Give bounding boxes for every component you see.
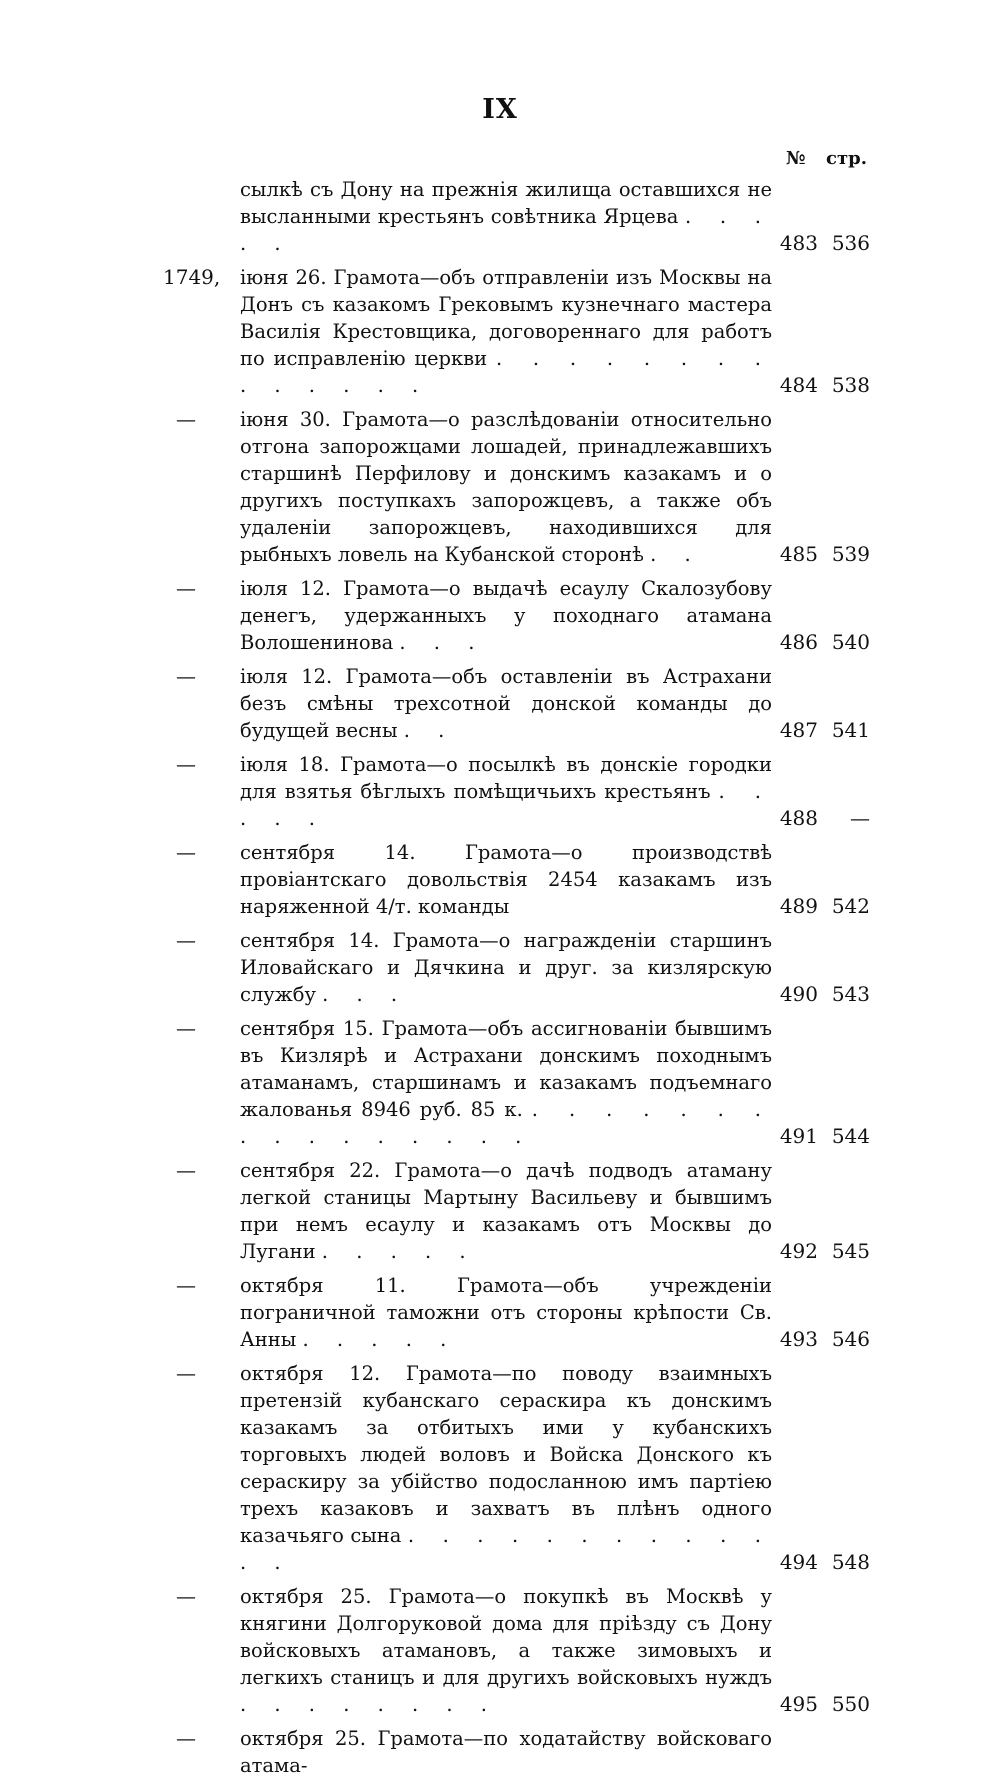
entry-text: октября 25. Грамота—о покупкѣ въ Москвѣ у княгини Долгоруковой дома для пріѣзду съ Дону войсковыхъ атамановъ, а также зимовыхъ и легкихъ станицъ и для другихъ войсковыхъ нуждъ . . . . . . . . — [240, 1585, 772, 1716]
entry-page: 536 — [831, 231, 870, 255]
page-number: IX — [482, 94, 518, 125]
entry-text: октября 11. Грамота—объ учрежденіи пограничной таможни отъ стороны крѣпости Св. Анны . . . . . — [240, 1274, 772, 1351]
entry-text: сентября 22. Грамота—о дачѣ подводъ атаману легкой станицы Мартыну Васильеву и бывшимъ при немъ есаулу и казакамъ отъ Москвы до Лугани . . . . . — [240, 1159, 772, 1263]
entry-number: 486 — [779, 630, 818, 654]
list-item — [0, 1360, 1000, 1576]
list-item — [0, 1725, 1000, 1779]
entry-page: 541 — [831, 718, 870, 742]
entry-number: 488 — [779, 806, 818, 830]
entry-page: 543 — [831, 982, 870, 1006]
entry-year: — — [176, 407, 196, 431]
entry-year: — — [176, 664, 196, 688]
entry-text: сылкѣ съ Дону на прежнія жилища оставшихся не высланными крестьянъ совѣтника Ярцева . . . . . — [240, 178, 773, 255]
entry-number: 493 — [779, 1327, 818, 1351]
entry-year: — — [176, 752, 196, 776]
entry-text: іюня 30. Грамота—о разслѣдованіи относительно отгона запорожцами лошадей, принадлежавшихъ старшинѣ Перфилову и донскимъ казакамъ и о другихъ поступкахъ запорожцевъ, а также объ удаленіи запорожцевъ, находившихся для рыбныхъ ловель на Кубанской сторонѣ . . — [240, 408, 772, 566]
entry-page: 538 — [831, 373, 870, 397]
entry-year: — — [176, 1016, 196, 1040]
entry-text: іюля 18. Грамота—о посылкѣ въ донскіе городки для взятья бѣглыхъ помѣщичьихъ крестьянъ . . . . . — [240, 753, 772, 830]
list-item — [0, 575, 1000, 656]
column-header-number: № — [786, 148, 806, 169]
entry-year: — — [176, 576, 196, 600]
list-item — [0, 406, 1000, 568]
entry-number: 487 — [779, 718, 818, 742]
entry-text: іюля 12. Грамота—объ оставленіи въ Астрахани безъ смѣны трехсотной донской команды до будущей весны . . — [240, 665, 772, 742]
list-item — [0, 751, 1000, 832]
entry-number: 494 — [779, 1550, 818, 1574]
entry-year: — — [176, 1361, 196, 1385]
entry-text: іюля 12. Грамота—о выдачѣ есаулу Скалозубову денегъ, удержанныхъ у походнаго атамана Волошенинова . . . — [240, 577, 772, 654]
entry-page: 548 — [831, 1550, 870, 1574]
list-item — [0, 1272, 1000, 1353]
entry-year: — — [176, 928, 196, 952]
entry-number: 495 — [779, 1692, 818, 1716]
entry-text: іюня 26. Грамота—объ отправленіи изъ Москвы на Донъ съ казакомъ Грековымъ кузнечнаго мастера Василія Крестовщика, договореннаго для работъ по исправленію церкви . . . . . . . . . . . . . . — [240, 266, 772, 397]
list-item — [0, 1583, 1000, 1718]
entry-page: 545 — [831, 1239, 870, 1263]
entry-number: 485 — [779, 542, 818, 566]
entry-year: — — [176, 1158, 196, 1182]
entry-page: — — [850, 806, 870, 830]
column-header-page: стр. — [826, 148, 867, 169]
entry-number: 491 — [779, 1124, 818, 1148]
list-item — [0, 839, 1000, 920]
entry-year: — — [176, 1726, 196, 1750]
entry-page: 542 — [831, 894, 870, 918]
entry-number: 483 — [779, 231, 818, 255]
entry-number: 492 — [779, 1239, 818, 1263]
list-item — [0, 176, 1000, 257]
entry-number: 490 — [779, 982, 818, 1006]
entry-text: октября 25. Грамота—по ходатайству войсковаго атама- — [240, 1727, 772, 1777]
entry-year: — — [176, 1584, 196, 1608]
entry-page: 544 — [831, 1124, 870, 1148]
entry-text: сентября 15. Грамота—объ ассигнованіи бывшимъ въ Кизлярѣ и Астрахани донскимъ походнымъ атаманамъ, старшинамъ и казакамъ подъемнаго жалованья 8946 руб. 85 к. . . . . . . . . . . . . . . . . — [240, 1017, 772, 1148]
list-item — [0, 927, 1000, 1008]
entry-number: 484 — [779, 373, 818, 397]
list-item — [0, 1015, 1000, 1150]
list-item — [0, 264, 1000, 399]
entry-text: октября 12. Грамота—по поводу взаимныхъ претензій кубанскаго сераскира къ донскимъ казакамъ за отбитыхъ ими у кубанскихъ торговыхъ людей воловъ и Войска Донского къ сераскиру за убійство подосланною имъ партіею трехъ казаковъ и захватъ въ плѣнъ одного казачьяго сына . . . . . . . . . . . . . — [240, 1362, 773, 1574]
entry-year: — — [176, 1273, 196, 1297]
list-item — [0, 663, 1000, 744]
entry-year: 1749, — [163, 265, 221, 289]
entry-number: 489 — [779, 894, 818, 918]
entry-text: сентября 14. Грамота—о награжденіи старшинъ Иловайскаго и Дячкина и друг. за кизлярскую службу . . . — [240, 929, 772, 1006]
entry-page: 546 — [831, 1327, 870, 1351]
entry-text: сентября 14. Грамота—о производствѣ провіантскаго довольствія 2454 казакамъ изъ наряженной 4/т. команды — [240, 841, 772, 918]
table-of-contents — [0, 176, 1000, 1786]
entry-page: 540 — [831, 630, 870, 654]
entry-page: 539 — [831, 542, 870, 566]
entry-year: — — [176, 840, 196, 864]
entry-page: 550 — [831, 1692, 870, 1716]
list-item — [0, 1157, 1000, 1265]
